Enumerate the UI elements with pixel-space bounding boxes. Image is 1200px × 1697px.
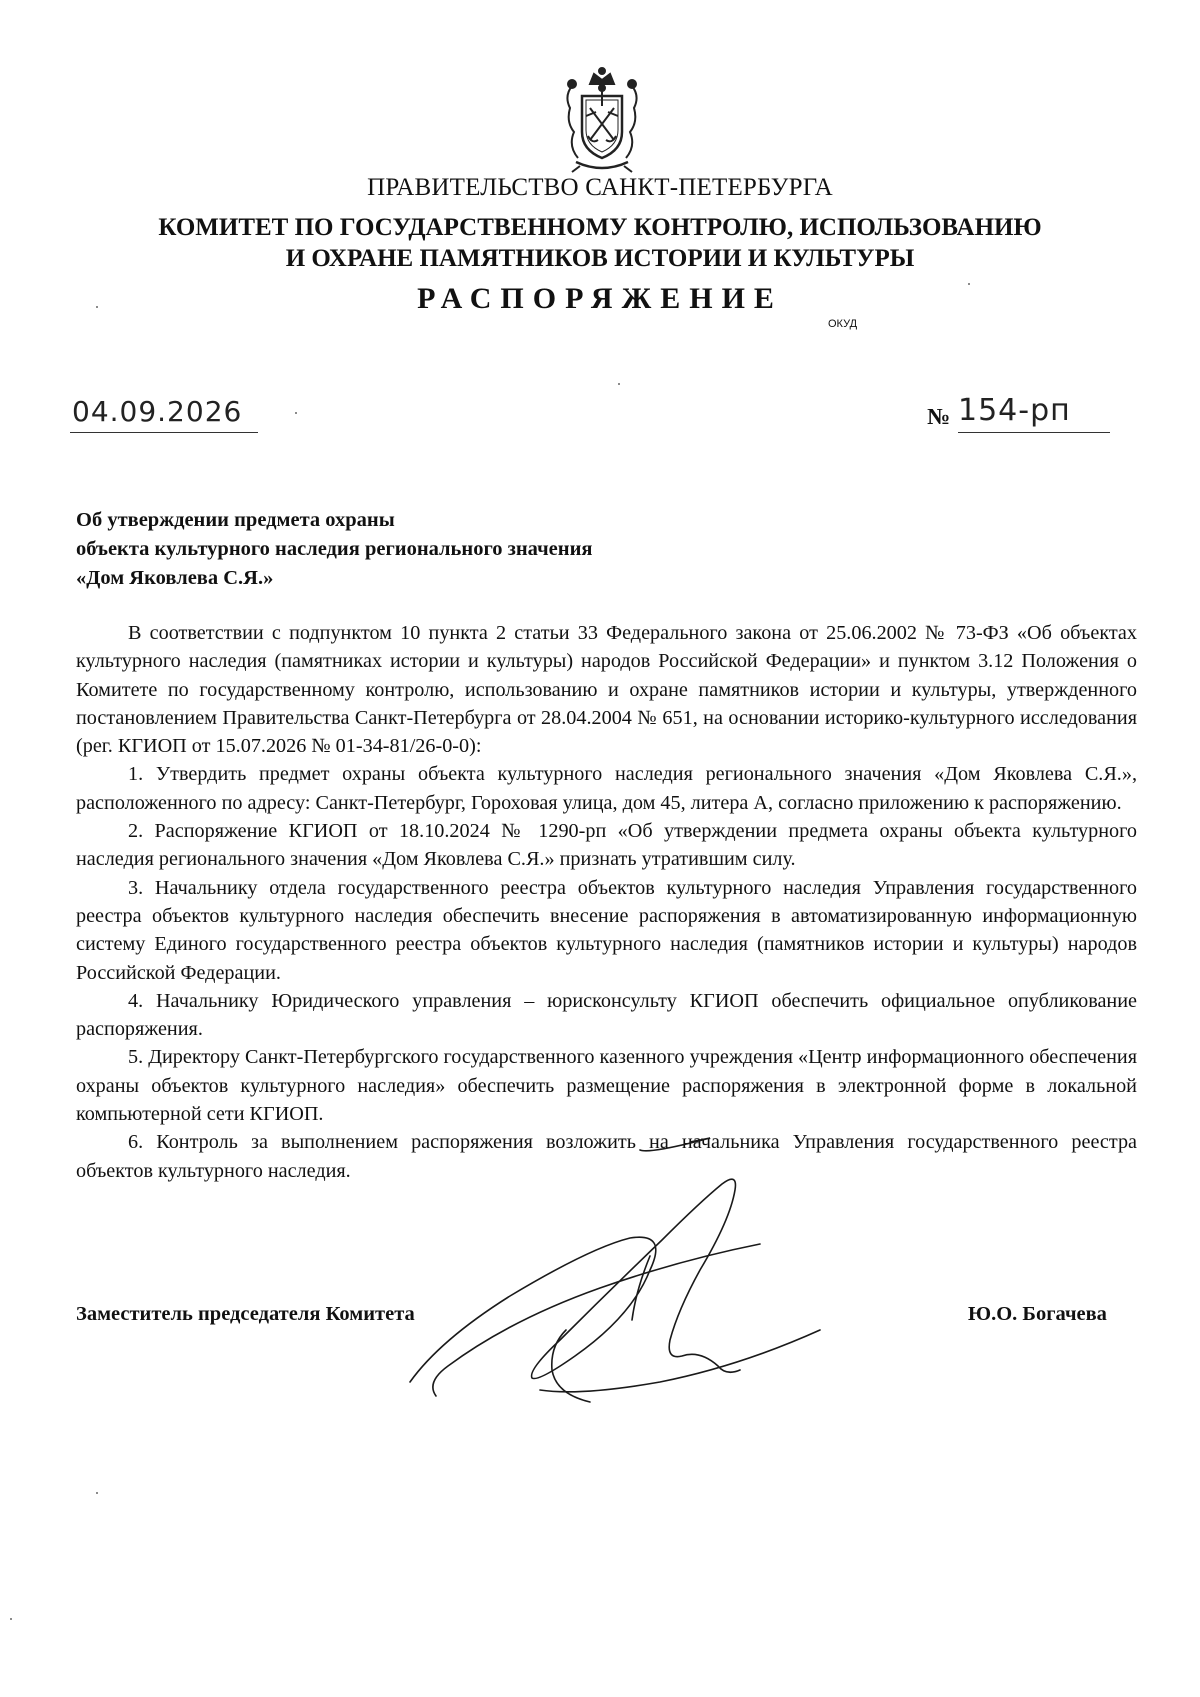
- scan-speck: [968, 283, 970, 285]
- order-item-2: 2. Распоряжение КГИОП от 18.10.2024 № 1290-рп «Об утверждении предмета охраны объекта культурного наследия регионального значения «Дом Яковлева С.Я.» признать утратившим силу.: [76, 820, 1137, 871]
- document-body: [76, 619, 1137, 1185]
- scan-speck: [96, 306, 98, 308]
- document-number: 154-рп: [958, 393, 1071, 428]
- government-heading: ПРАВИТЕЛЬСТВО САНКТ-ПЕТЕРБУРГА: [367, 174, 833, 201]
- signatory-position: Заместитель председателя Комитета: [76, 1303, 415, 1325]
- committee-heading-line2: И ОХРАНЕ ПАМЯТНИКОВ ИСТОРИИ И КУЛЬТУРЫ: [285, 245, 915, 272]
- scan-speck: [10, 1618, 12, 1620]
- okud-label: ОКУД: [828, 318, 858, 330]
- document-type-title: РАСПОРЯЖЕНИЕ: [417, 282, 783, 315]
- committee-heading-line1: КОМИТЕТ ПО ГОСУДАРСТВЕННОМУ КОНТРОЛЮ, ИСПОЛЬЗОВАНИЮ: [158, 214, 1042, 241]
- order-item-5: 5. Директору Санкт-Петербургского государственного казенного учреждения «Центр информационного обеспечения охраны объектов культурного наследия» обеспечить размещение распоряжения в электронной форме в локальной компьютерной сети КГИОП.: [76, 1046, 1137, 1126]
- document-date: 04.09.2026: [72, 395, 243, 428]
- order-item-1: 1. Утвердить предмет охраны объекта культурного наследия регионального значения «Дом Яковлева С.Я.», расположенного по адресу: Санкт-Петербург, Гороховая улица, дом 45, литера А, согласно приложению к распоряжению.: [76, 763, 1137, 814]
- st-petersburg-coat-of-arms-icon: [558, 66, 646, 176]
- number-underline: [958, 432, 1110, 433]
- scan-speck: [618, 383, 620, 385]
- order-item-6: 6. Контроль за выполнением распоряжения возложить на начальника Управления государственного реестра объектов культурного наследия.: [76, 1131, 1137, 1182]
- subject-line2: объекта культурного наследия регионального значения: [76, 538, 593, 560]
- scan-speck: [295, 412, 297, 414]
- subject-line1: Об утверждении предмета охраны: [76, 509, 395, 531]
- number-label: №: [927, 404, 951, 429]
- committee-heading: [0, 212, 1200, 274]
- date-underline: [70, 432, 258, 433]
- order-item-4: 4. Начальнику Юридического управления – юрисконсульту КГИОП обеспечить официальное опубликование распоряжения.: [76, 989, 1137, 1041]
- subject-line3: «Дом Яковлева С.Я.»: [76, 567, 274, 589]
- document-subject: [76, 506, 592, 593]
- signatory-name: Ю.О. Богачева: [968, 1303, 1107, 1325]
- preamble-paragraph: В соответствии с подпунктом 10 пункта 2 статьи 33 Федерального закона от 25.06.2002 № 73-ФЗ «Об объектах культурного наследия (памятниках истории и культуры) народов Российской Федерации» и пунктом 3.12 Положения о Комитете по государственному контролю, использованию и охране памятников истории и культуры, утвержденного постановлением Правительства Санкт-Петербурга от 28.04.2004 № 651, на основании историко-культурного исследования (рег. КГИОП от 15.07.2026 № 01-34-81/26-0-0):: [76, 622, 1137, 758]
- order-item-3: 3. Начальнику отдела государственного реестра объектов культурного наследия Управления государственного реестра объектов культурного наследия обеспечить внесение распоряжения в автоматизированную информационную систему Единого государственного реестра объектов культурного наследия (памятников истории и культуры) народов Российской Федерации.: [76, 876, 1137, 984]
- scan-speck: [96, 1492, 98, 1494]
